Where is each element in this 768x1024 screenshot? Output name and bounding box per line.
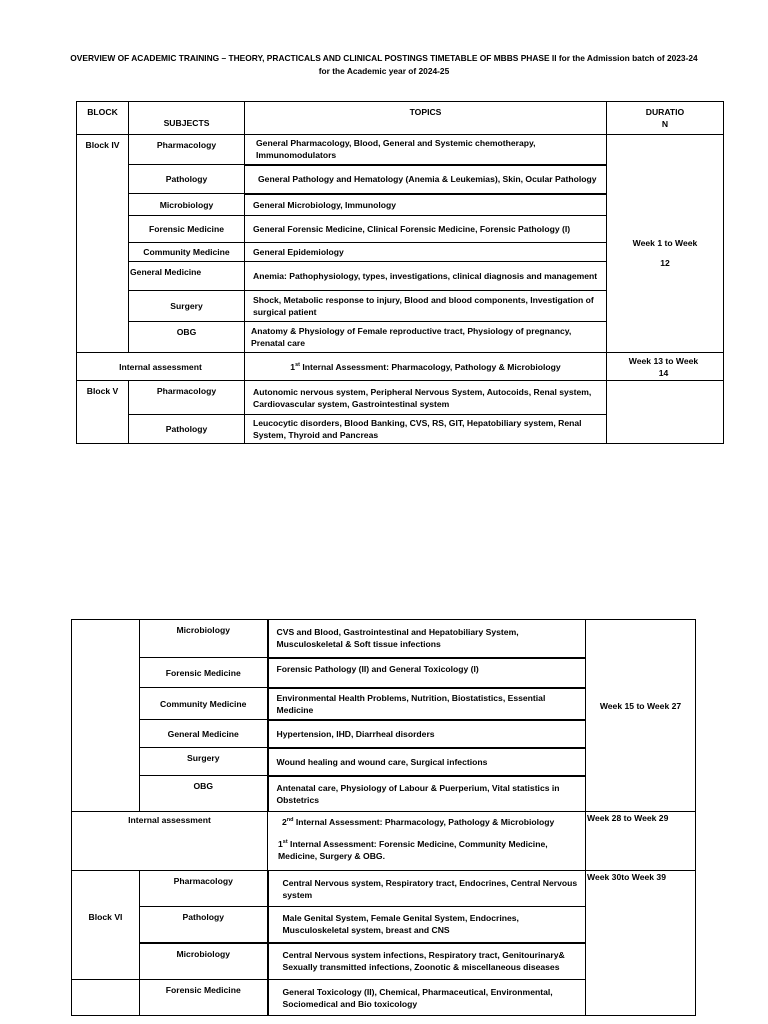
internal-assessment-label: Internal assessment <box>77 353 245 381</box>
duration-cell-empty <box>607 381 724 444</box>
subject-cell: OBG <box>129 322 245 353</box>
subject-cell: Pharmacology <box>129 135 245 165</box>
ia-first-line: 1st Internal Assessment: Forensic Medicine, Community Medicine, Medicine, Surgery & OBG. <box>278 839 548 861</box>
subject-cell: Surgery <box>129 291 245 322</box>
table-row <box>77 135 724 165</box>
subject-cell: Forensic Medicine <box>140 658 268 688</box>
subject-cell: Pathology <box>129 415 245 444</box>
topic-cell: Forensic Pathology (II) and General Toxicology (I) <box>268 658 586 688</box>
subject-cell: Pathology <box>129 165 245 194</box>
subject-cell: Community Medicine <box>140 688 268 720</box>
block-label: Block V <box>77 381 129 444</box>
topic-cell: Environmental Health Problems, Nutrition, Biostatistics, Essential Medicine <box>268 688 586 720</box>
topic-cell: CVS and Blood, Gastrointestinal and Hepatobiliary System, Musculoskeletal & Soft tissue infections <box>268 620 586 658</box>
topic-cell: Male Genital System, Female Genital System, Endocrines, Musculoskeletal system, breast and CNS <box>268 907 586 943</box>
topic-cell: Anemia: Pathophysiology, types, investigations, clinical diagnosis and management <box>245 262 607 291</box>
title-line-2: for the Academic year of 2024-25 <box>318 66 450 76</box>
duration-cell: Week 1 to Week 12 <box>607 135 724 353</box>
header-topics: TOPICS <box>245 102 607 135</box>
internal-assessment-row <box>77 353 724 381</box>
topic-cell: General Forensic Medicine, Clinical Forensic Medicine, Forensic Pathology (I) <box>245 216 607 243</box>
table-row <box>77 381 724 415</box>
topic-cell: Central Nervous system infections, Respiratory tract, Genitourinary& Sexually transmitted infections, Zoonotic & miscellaneous diseases <box>268 943 586 980</box>
topic-cell: Wound healing and wound care, Surgical infections <box>268 748 586 776</box>
document-title <box>40 52 728 78</box>
subject-cell: Surgery <box>140 748 268 776</box>
timetable-table-2 <box>71 619 696 1016</box>
topic-cell: General Pharmacology, Blood, General and Systemic chemotherapy, Immunomodulators <box>245 135 607 165</box>
topic-cell: Autonomic nervous system, Peripheral Nervous System, Autocoids, Renal system, Cardiovascular system, Gastrointestinal system <box>245 381 607 415</box>
topic-cell: General Pathology and Hematology (Anemia & Leukemias), Skin, Ocular Pathology <box>245 165 607 194</box>
topic-cell: General Microbiology, Immunology <box>245 194 607 216</box>
topic-cell: General Toxicology (II), Chemical, Pharmaceutical, Environmental, Sociomedical and Bio toxicology <box>268 980 586 1016</box>
header-row <box>77 102 724 135</box>
subject-cell: Microbiology <box>140 620 268 658</box>
internal-assessment-row <box>72 812 696 871</box>
topic-cell: Shock, Metabolic response to injury, Blood and blood components, Investigation of surgical patient <box>245 291 607 322</box>
timetable-table-1 <box>76 101 724 444</box>
duration-cell: Week 15 to Week 27 <box>586 620 696 812</box>
block-cell-empty <box>72 620 140 812</box>
internal-assessment-duration: Week 28 to Week 29 <box>586 812 696 871</box>
internal-assessment-topic: 1st Internal Assessment: Pharmacology, Pathology & Microbiology <box>245 353 607 381</box>
subject-cell: OBG <box>140 776 268 812</box>
header-duration: DURATIO N <box>607 102 724 135</box>
internal-assessment-label: Internal assessment <box>72 812 268 871</box>
subject-cell: General Medicine <box>140 720 268 748</box>
topic-cell: Anatomy & Physiology of Female reproductive tract, Physiology of pregnancy, Prenatal care <box>245 322 607 353</box>
subject-cell: Pharmacology <box>140 871 268 907</box>
internal-assessment-duration: Week 13 to Week 14 <box>607 353 724 381</box>
subject-cell: Microbiology <box>140 943 268 980</box>
topic-cell: General Epidemiology <box>245 243 607 262</box>
topic-cell: Antenatal care, Physiology of Labour & Puerperium, Vital statistics in Obstetrics <box>268 776 586 812</box>
subject-cell: Pathology <box>140 907 268 943</box>
header-block: BLOCK <box>77 102 129 135</box>
topic-cell: Leucocytic disorders, Blood Banking, CVS, RS, GIT, Hepatobiliary system, Renal System, Thyroid and Pancreas <box>245 415 607 444</box>
subject-cell: Microbiology <box>129 194 245 216</box>
block-label: Block VI <box>72 871 140 980</box>
duration-cell: Week 30to Week 39 <box>586 871 696 1016</box>
subject-cell: Community Medicine <box>129 243 245 262</box>
header-subjects: SUBJECTS <box>129 102 245 135</box>
ia-second-line: 2nd Internal Assessment: Pharmacology, Pathology & Microbiology <box>282 817 555 827</box>
table-row <box>72 620 696 658</box>
subject-cell: Pharmacology <box>129 381 245 415</box>
subject-cell: General Medicine <box>129 262 245 291</box>
subject-cell: Forensic Medicine <box>129 216 245 243</box>
topic-cell: Hypertension, IHD, Diarrheal disorders <box>268 720 586 748</box>
internal-assessment-topic <box>268 812 586 871</box>
block-cell-empty <box>72 980 140 1016</box>
subject-cell: Forensic Medicine <box>140 980 268 1016</box>
topic-cell: Central Nervous system, Respiratory tract, Endocrines, Central Nervous system <box>268 871 586 907</box>
table-row <box>72 871 696 907</box>
block-label: Block IV <box>77 135 129 353</box>
title-line-1: OVERVIEW OF ACADEMIC TRAINING – THEORY, PRACTICALS AND CLINICAL POSTINGS TIMETABLE OF MBBS PHASE II for the Admission batch of 2023-24 <box>70 53 698 63</box>
